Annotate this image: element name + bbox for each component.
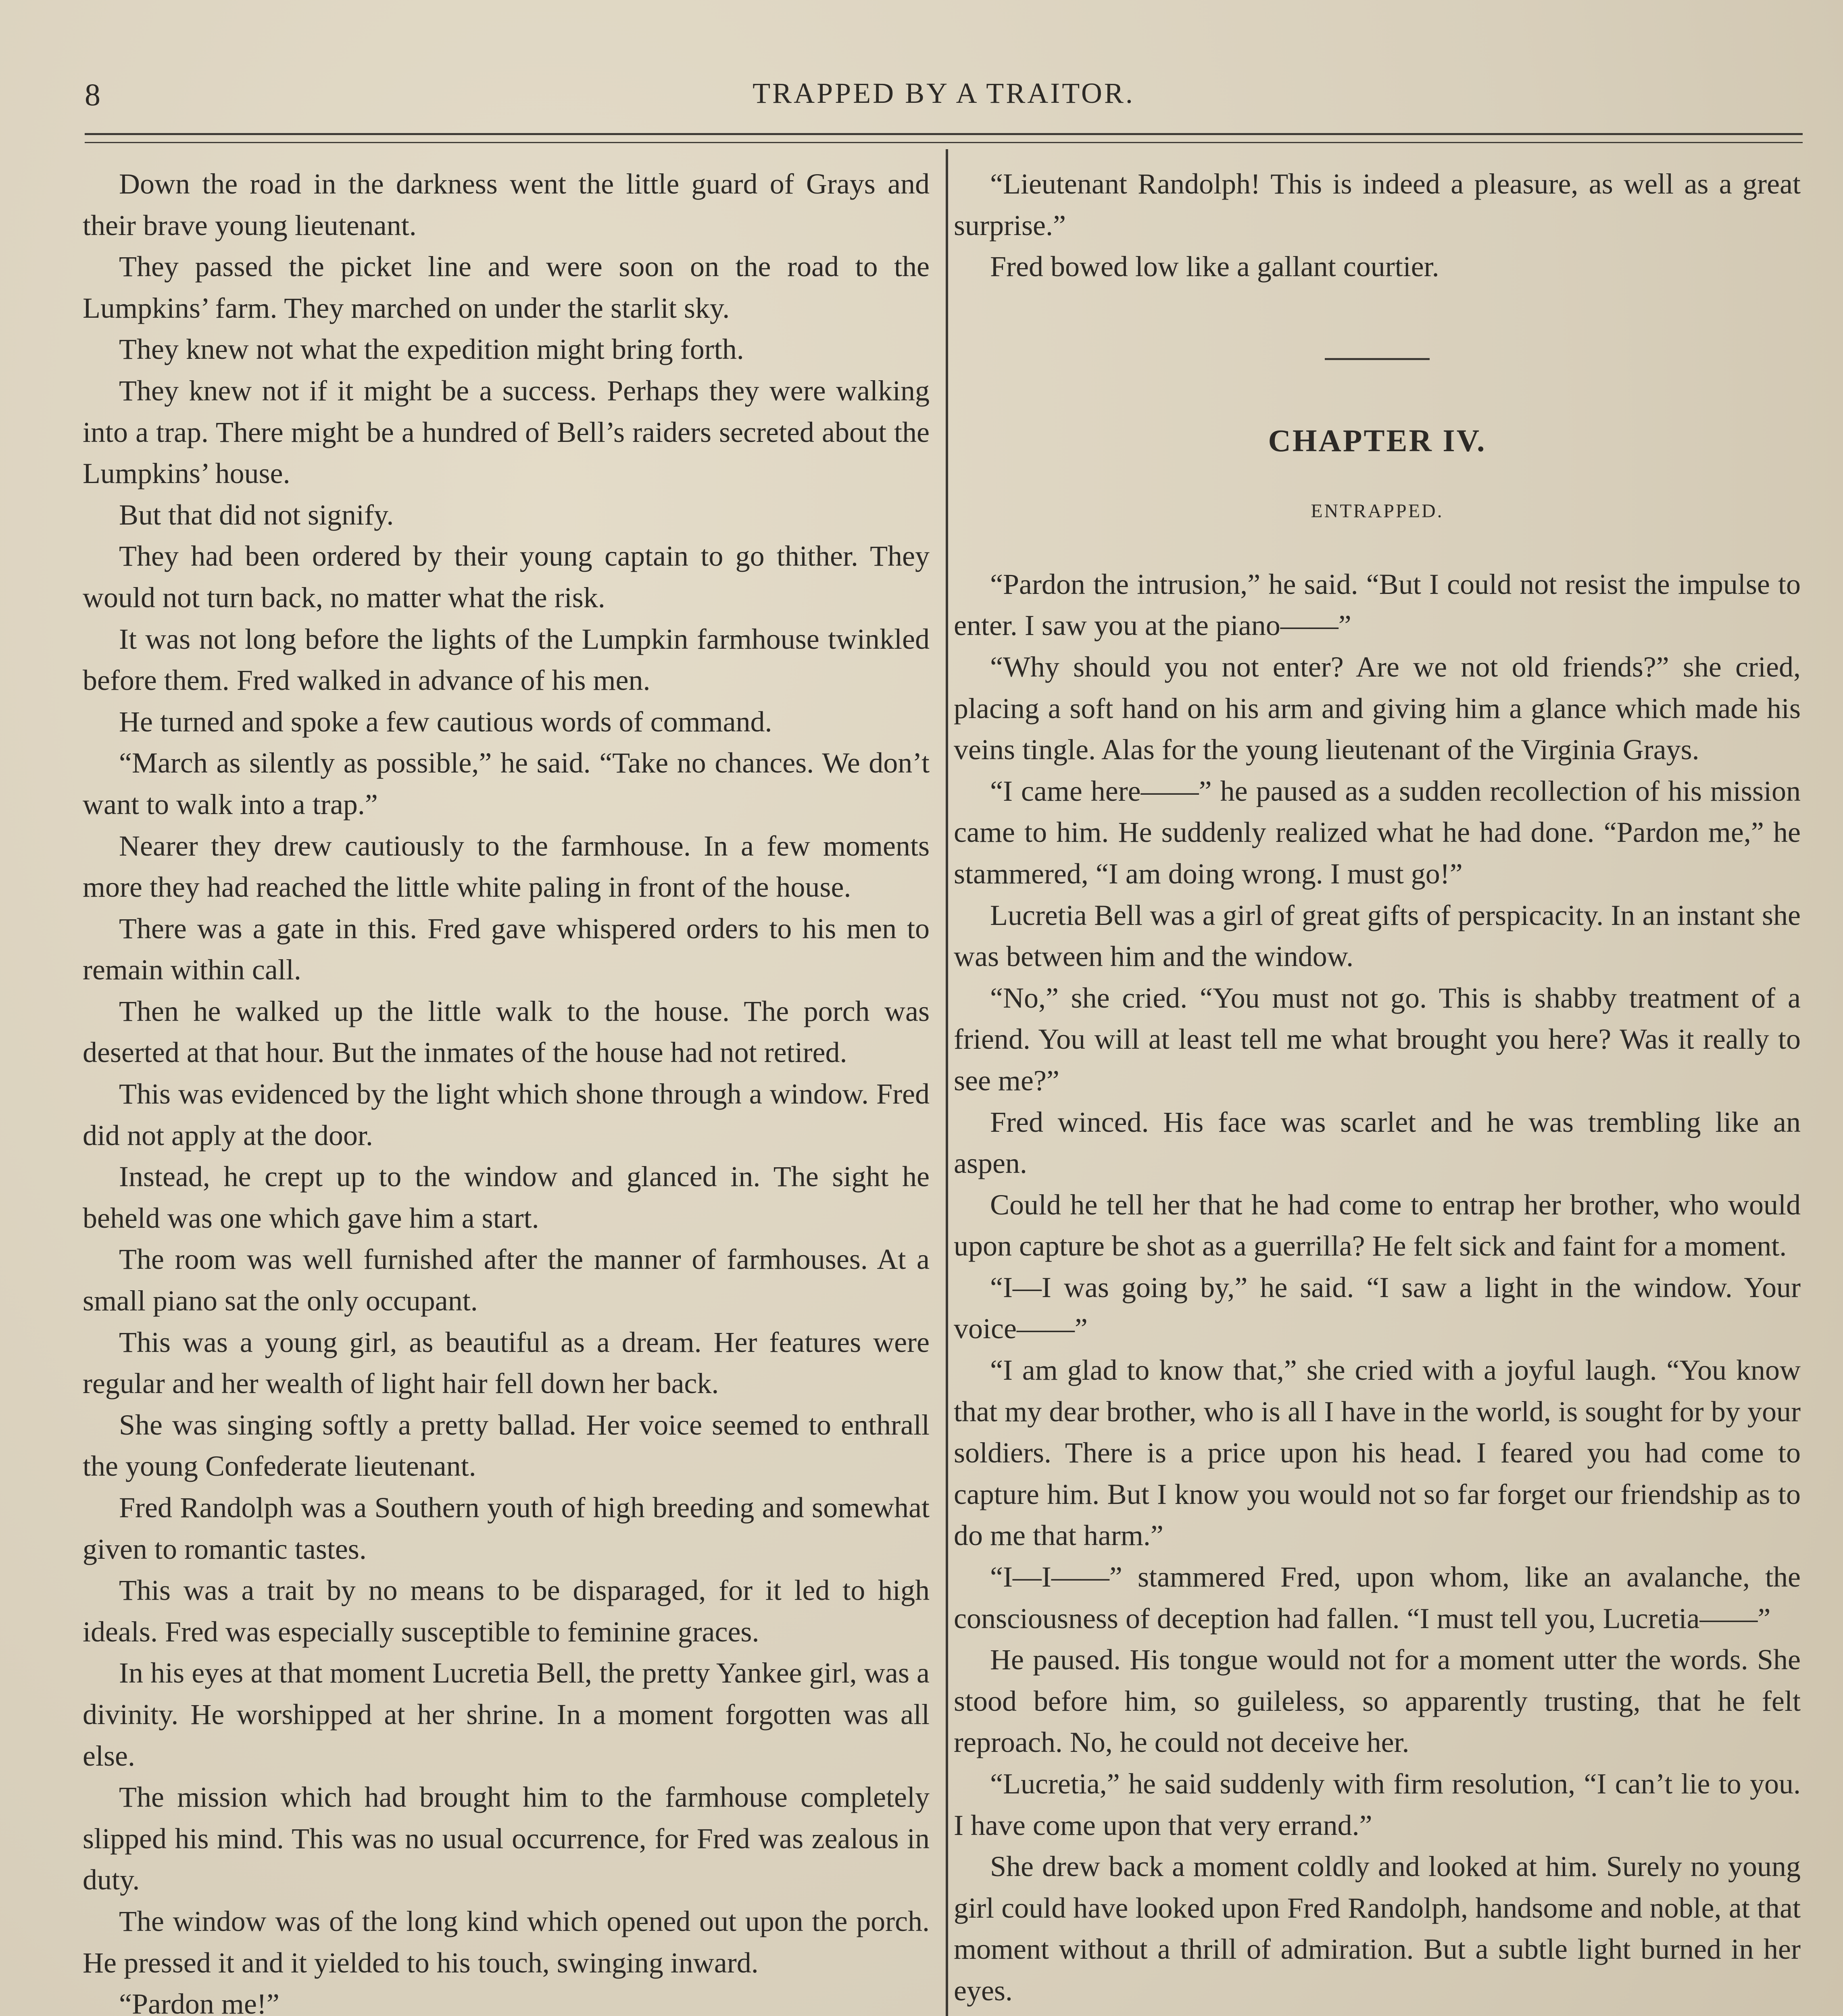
paragraph: Nearer they drew cautiously to the farmhouse. In a few moments more they had reached the little white paling in front of the house. <box>83 829 930 904</box>
paragraph: “Lieutenant Randolph! This is indeed a pleasure, as well as a great surprise.” <box>954 168 1801 242</box>
paragraph: The room was well furnished after the manner of farmhouses. At a small piano sat the only occupant. <box>83 1243 930 1317</box>
paragraph: “I—I——” stammered Fred, upon whom, like an avalanche, the consciousness of deception had fallen. “I must tell you, Lucretia——” <box>954 1561 1801 1635</box>
running-title: TRAPPED BY A TRAITOR. <box>753 77 1135 109</box>
paragraph: “I—I was going by,” he said. “I saw a light in the window. Your voice——” <box>954 1271 1801 1345</box>
paragraph: He turned and spoke a few cautious words of command. <box>119 705 772 738</box>
paragraph: “March as silently as possible,” he said. “Take no chances. We don’t want to walk into a trap.” <box>83 747 930 821</box>
paragraph: Fred bowed low like a gallant courtier. <box>990 250 1439 283</box>
paragraph: They knew not if it might be a success. Perhaps they were walking into a trap. There might be a hundred of Bell’s raiders secreted about the Lumpkins’ house. <box>83 374 930 490</box>
paragraph: “Pardon me!” <box>119 1988 279 2016</box>
section-rule <box>1325 358 1430 360</box>
paragraph: This was a trait by no means to be disparaged, for it led to high ideals. Fred was especially susceptible to feminine graces. <box>83 1574 930 1648</box>
paragraph: They had been ordered by their young captain to go thither. They would not turn back, no matter what the risk. <box>83 540 930 614</box>
paragraph: This was evidenced by the light which shone through a window. Fred did not apply at the door. <box>83 1078 930 1152</box>
left-column <box>83 163 930 2016</box>
paragraph: “No,” she cried. “You must not go. This is shabby treatment of a friend. You will at least tell me what brought you here? Was it really to see me?” <box>954 981 1801 1097</box>
paragraph: “Why should you not enter? Are we not old friends?” she cried, placing a soft hand on his arm and giving him a glance which made his veins tingle. Alas for the young lieutenant of the Virginia Grays. <box>954 650 1801 766</box>
page-number: 8 <box>85 77 100 112</box>
chapter-body <box>954 564 1801 2016</box>
paragraph: “I came here——” he paused as a sudden recollection of his mission came to him. He suddenly realized what he had done. “Pardon me,” he stammered, “I am doing wrong. I must go!” <box>954 775 1801 890</box>
paragraph: They knew not what the expedition might bring forth. <box>119 333 744 366</box>
paragraph <box>954 2012 1801 2016</box>
paragraph: She drew back a moment coldly and looked at him. Surely no young girl could have looked upon Fred Randolph, handsome and noble, at that moment without a thrill of admiration. But a subtle light burned in her eyes. <box>954 1850 1801 2007</box>
paragraph: She was singing softly a pretty ballad. Her voice seemed to enthrall the young Confederate lieutenant. <box>83 1408 930 1483</box>
right-column-opening <box>954 163 1801 287</box>
paragraph: Lucretia Bell was a girl of great gifts of perspicacity. In an instant she was between him and the window. <box>954 899 1801 973</box>
paragraph: Fred winced. His face was scarlet and he was trembling like an aspen. <box>954 1106 1801 1180</box>
header-rule <box>85 133 1803 135</box>
paragraph: The mission which had brought him to the farmhouse completely slipped his mind. This was no usual occurrence, for Fred was zealous in duty. <box>83 1781 930 1896</box>
paragraph: The window was of the long kind which opened out upon the porch. He pressed it and it yielded to his touch, swinging inward. <box>83 1905 930 1979</box>
page-header <box>85 69 1803 121</box>
paragraph: “I am glad to know that,” she cried with a joyful laugh. “You know that my dear brother, who is all I have in the world, is sought for by your soldiers. There is a price upon his head. I feared you had come to capture him. But I know you would not so far forget our friendship as to do me that harm.” <box>954 1354 1801 1552</box>
paragraph: This was a young girl, as beautiful as a dream. Her features were regular and her wealth of light hair fell down her back. <box>83 1326 930 1400</box>
paragraph: In his eyes at that moment Lucretia Bell, the pretty Yankee girl, was a divinity. He worshipped at her shrine. In a moment forgotten was all else. <box>83 1657 930 1772</box>
paragraph: They passed the picket line and were soon on the road to the Lumpkins’ farm. They marched on under the starlit sky. <box>83 250 930 324</box>
paragraph: Fred Randolph was a Southern youth of high breeding and somewhat given to romantic tastes. <box>83 1491 930 1565</box>
paragraph: But that did not signify. <box>119 498 394 531</box>
right-column <box>954 163 1801 2016</box>
paragraph: There was a gate in this. Fred gave whispered orders to his men to remain within call. <box>83 912 930 986</box>
paragraph: “Lucretia,” he said suddenly with firm resolution, “I can’t lie to you. I have come upon that very errand.” <box>954 1768 1801 1841</box>
column-divider <box>946 149 948 2016</box>
header-rule-thin <box>85 142 1803 143</box>
paragraph: Could he tell her that he had come to entrap her brother, who would upon capture be shot as a guerrilla? He felt sick and faint for a moment. <box>954 1188 1801 1262</box>
chapter-subtitle: ENTRAPPED. <box>1311 500 1444 522</box>
paragraph: He paused. His tongue would not for a moment utter the words. She stood before him, so guileless, so apparently trusting, that he felt reproach. No, he could not deceive her. <box>954 1643 1801 1759</box>
chapter-title: CHAPTER IV. <box>1268 423 1486 458</box>
paragraph: Down the road in the darkness went the little guard of Grays and their brave young lieutenant. <box>83 168 930 242</box>
paragraph: Then he walked up the little walk to the house. The porch was deserted at that hour. But the inmates of the house had not retired. <box>83 995 930 1069</box>
paragraph: Instead, he crept up to the window and glanced in. The sight he beheld was one which gave him a start. <box>83 1160 930 1234</box>
paragraph: It was not long before the lights of the Lumpkin farmhouse twinkled before them. Fred walked in advance of his men. <box>83 623 930 697</box>
paragraph: “Pardon the intrusion,” he said. “But I could not resist the impulse to enter. I saw you at the piano——” <box>954 568 1801 642</box>
